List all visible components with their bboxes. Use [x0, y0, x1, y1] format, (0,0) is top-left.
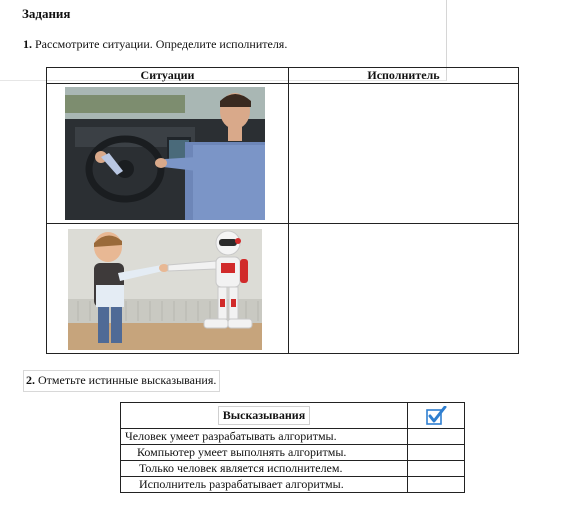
statements-table: [120, 402, 465, 493]
statement-3: Только человек является исполнителем.: [121, 461, 408, 477]
checkbox-checked-icon: [425, 406, 447, 426]
statement-4: Исполнитель разрабатывает алгоритмы.: [121, 477, 408, 493]
situations-table: [46, 67, 519, 354]
task1-instruction: [23, 37, 287, 52]
executor-header: Исполнитель: [289, 68, 519, 84]
statement-1: Человек умеет разрабатывать алгоритмы.: [121, 429, 408, 445]
statement-4-check[interactable]: [408, 477, 465, 493]
statement-1-check[interactable]: [408, 429, 465, 445]
statement-2: Компьютер умеет выполнять алгоритмы.: [121, 445, 408, 461]
situations-header: Ситуации: [47, 68, 289, 84]
task2-text: Отметьте истинные высказывания.: [38, 373, 217, 387]
check-header: [408, 403, 465, 429]
page-heading: Задания: [22, 6, 71, 21]
executor-2-cell[interactable]: [289, 224, 519, 354]
man-driving-car-photo: [65, 87, 265, 220]
boy-and-robot-photo: [68, 229, 262, 350]
statement-2-check[interactable]: [408, 445, 465, 461]
task2-number: 2.: [26, 373, 35, 387]
statements-header: [121, 403, 408, 429]
task1-text: Рассмотрите ситуации. Определите исполнителя.: [35, 37, 288, 51]
task1-number: 1.: [23, 37, 32, 51]
statements-header-label: Высказывания: [218, 406, 310, 425]
situation-2-cell: [47, 224, 289, 354]
statement-3-check[interactable]: [408, 461, 465, 477]
situation-1-cell: [47, 84, 289, 224]
task2-instruction: [23, 370, 220, 392]
executor-1-cell[interactable]: [289, 84, 519, 224]
